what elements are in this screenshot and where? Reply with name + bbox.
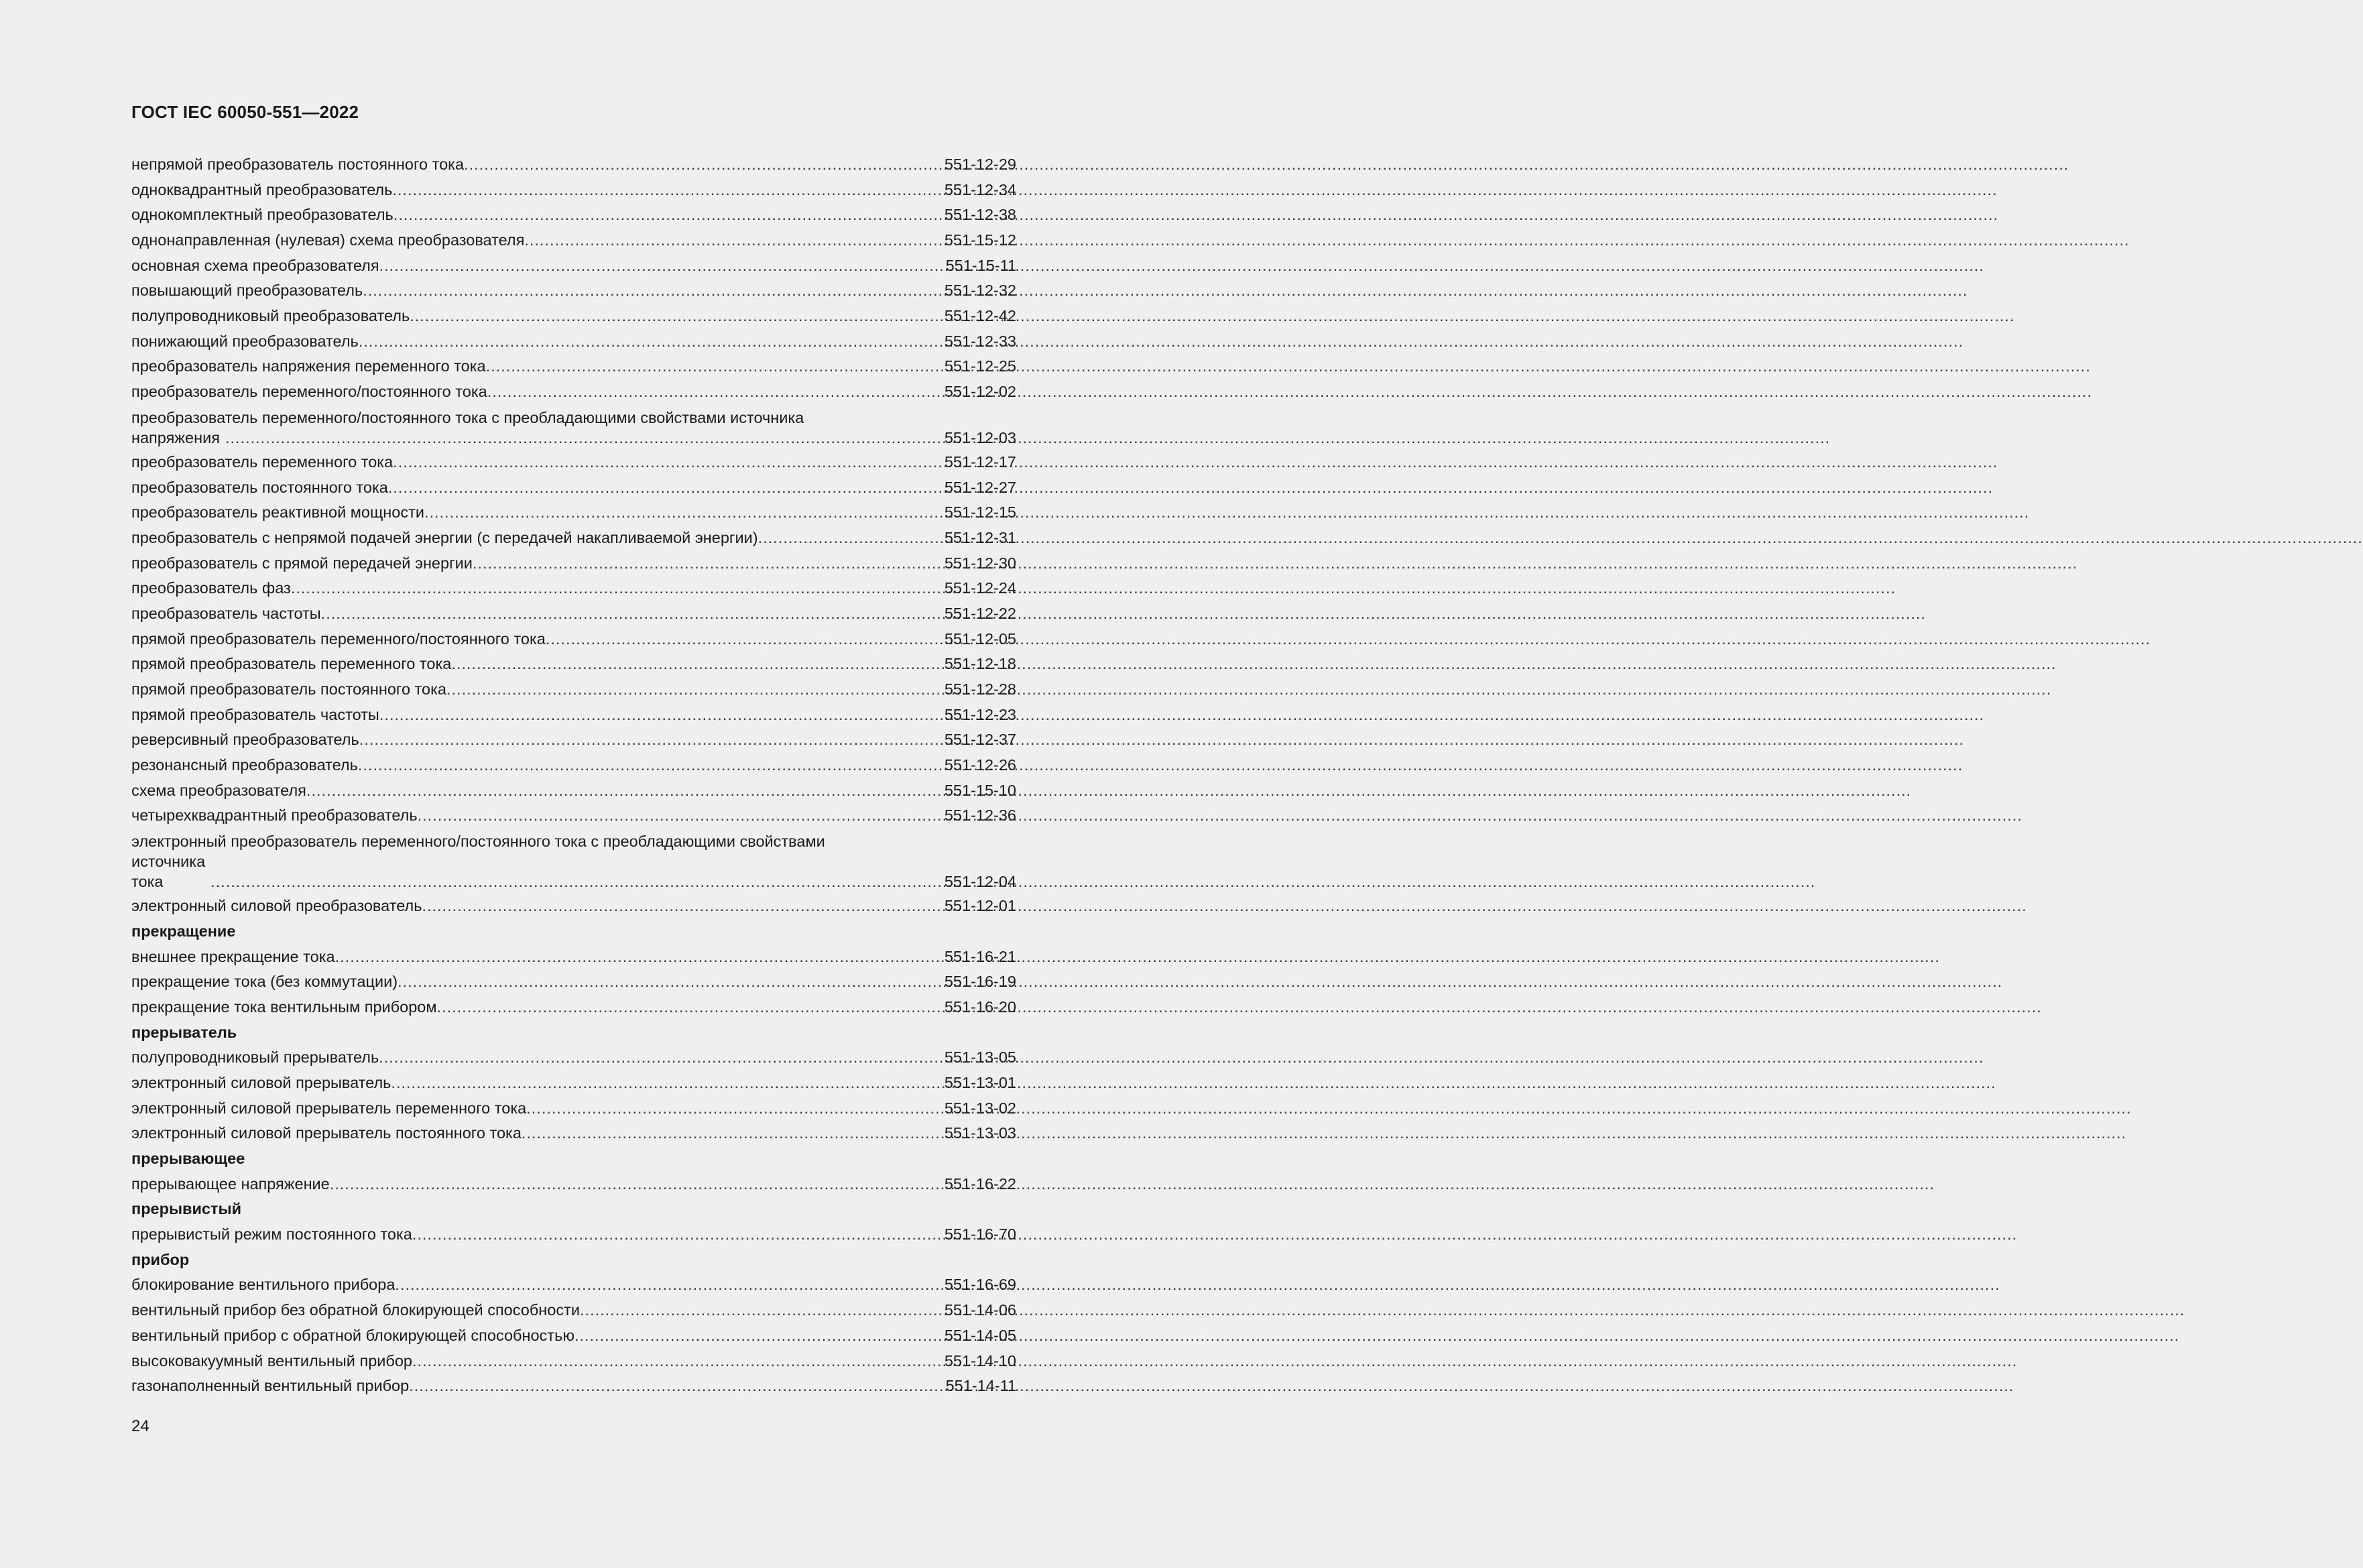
index-entry (131, 1222, 1016, 1248)
index-term: блокирование вентильного прибора (131, 1276, 396, 1294)
index-term-line2: напряжения (131, 428, 220, 446)
index-entry (131, 677, 1016, 703)
index-entry (131, 1323, 1016, 1349)
index-term: непрямой преобразователь постоянного тока (131, 155, 465, 173)
dot-leader (546, 627, 943, 652)
index-group-heading: прибор (131, 1250, 190, 1268)
index-entry (131, 1273, 1016, 1299)
index-term-line2: источника тока (131, 853, 206, 891)
dot-leader (580, 1298, 943, 1323)
dot-leader (410, 304, 943, 329)
index-code: 551-16-19 (944, 973, 1016, 991)
index-term: полупроводниковый преобразователь (131, 307, 410, 325)
index-term: прямой преобразователь переменного тока (131, 655, 452, 673)
index-code: 551-12-38 (944, 206, 1016, 224)
index-code: 551-14-06 (944, 1301, 1016, 1319)
index-entry (131, 1349, 1016, 1374)
index-code: 551-12-05 (944, 629, 1016, 648)
index-term: повышающий преобразователь (131, 282, 363, 300)
index-term-line1: электронный преобразователь переменного/постоянного тока с преобладающими свойствами (131, 833, 825, 851)
dot-leader (758, 526, 943, 551)
index-code: 551-15-11 (945, 256, 1016, 274)
dot-leader (210, 871, 943, 892)
index-term: однокомплектный преобразователь (131, 206, 393, 224)
dot-leader (398, 969, 943, 995)
index-code: 551-16-70 (944, 1225, 1016, 1244)
index-term: газонаполненный вентильный прибор (131, 1377, 410, 1395)
dot-leader (473, 551, 943, 577)
dot-leader (412, 1222, 943, 1248)
index-entry (131, 652, 1016, 677)
index-entry (131, 475, 1016, 501)
dot-leader (306, 778, 943, 804)
index-entry (131, 152, 1016, 178)
index-term: прямой преобразователь постоянного тока (131, 680, 446, 699)
index-code: 551-12-17 (944, 453, 1016, 471)
index-code: 551-12-42 (944, 307, 1016, 325)
index-code: 551-12-29 (944, 155, 1016, 173)
index-code: 551-12-03 (944, 428, 1016, 446)
index-entry (131, 228, 1016, 253)
index-entry (131, 405, 1016, 450)
index-entry (131, 178, 1016, 203)
index-entry (131, 778, 1016, 804)
dot-leader (437, 995, 943, 1020)
index-term: преобразователь с непрямой подачей энергии (с передачей накапливаемой энергии) (131, 528, 758, 546)
dot-leader (359, 727, 943, 753)
index-term: внешнее прекращение тока (131, 947, 335, 965)
index-code: 551-12-33 (944, 332, 1016, 350)
dot-leader (522, 1121, 943, 1146)
index-code: 551-13-02 (944, 1099, 1016, 1117)
dot-leader (464, 152, 943, 178)
dot-leader (225, 428, 943, 448)
index-term: электронный силовой прерыватель постоянного тока (131, 1124, 522, 1142)
index-code: 551-14-10 (944, 1351, 1016, 1370)
index-code: 551-12-37 (944, 731, 1016, 749)
index-term: преобразователь фаз (131, 579, 291, 597)
index-entry (131, 727, 1016, 753)
index-entry (131, 1096, 1016, 1122)
index-entry (131, 1045, 1016, 1071)
index-group-heading: прерывающее (131, 1150, 245, 1168)
index-group-heading: прерыватель (131, 1023, 237, 1041)
index-term: вентильный прибор без обратной блокирующей способности (131, 1301, 580, 1319)
index-entry (131, 894, 1016, 919)
index-entry (131, 253, 1016, 279)
index-entry (131, 1121, 1016, 1146)
index-term: четырехквадрантный преобразователь (131, 806, 418, 825)
index-code: 551-12-22 (944, 604, 1016, 622)
index-entry (131, 379, 1016, 405)
dot-leader (409, 1374, 944, 1399)
index-term: преобразователь переменного/постоянного тока (131, 383, 487, 401)
dot-leader (422, 894, 943, 919)
dot-leader (388, 475, 943, 501)
index-term: схема преобразователя (131, 781, 306, 799)
dot-leader (379, 1045, 943, 1071)
index-entry (131, 500, 1016, 526)
index-code: 551-14-11 (945, 1377, 1016, 1395)
index-code: 551-12-34 (944, 180, 1016, 198)
index-term-line1: преобразователь переменного/постоянного тока с преобладающими свойствами источника (131, 408, 804, 426)
dot-leader (358, 753, 943, 778)
index-term: реверсивный преобразователь (131, 731, 359, 749)
index-code: 551-12-02 (944, 383, 1016, 401)
index-entry (131, 551, 1016, 577)
index-code: 551-16-22 (944, 1174, 1016, 1193)
index-entry (131, 1172, 1016, 1197)
dot-leader (393, 450, 943, 475)
index-term: преобразователь реактивной мощности (131, 503, 424, 522)
index-term: электронный силовой преобразователь (131, 897, 422, 915)
index-entry (131, 355, 1016, 380)
index-code: 551-12-36 (944, 806, 1016, 825)
index-group-heading: прекращение (131, 922, 236, 940)
index-code: 551-16-69 (944, 1276, 1016, 1294)
index-term: преобразователь переменного тока (131, 453, 393, 471)
index-entry (131, 627, 1016, 652)
index-code: 551-16-21 (944, 947, 1016, 965)
index-entry (131, 753, 1016, 778)
index-term: преобразователь постоянного тока (131, 478, 388, 496)
dot-leader (412, 1349, 943, 1374)
index-term: одноквадрантный преобразователь (131, 180, 393, 198)
index-code: 551-14-05 (944, 1326, 1016, 1344)
index-term: преобразователь напряжения переменного тока (131, 357, 486, 375)
index-term: преобразователь с прямой передачей энергии (131, 554, 473, 572)
index-code: 551-15-10 (944, 781, 1016, 799)
dot-leader (524, 228, 943, 253)
index-term: однонаправленная (нулевая) схема преобразователя (131, 231, 525, 249)
index-code: 551-12-28 (944, 680, 1016, 699)
index-term: прерывающее напряжение (131, 1174, 330, 1193)
dot-leader (486, 354, 943, 379)
index-term: прямой преобразователь переменного/постоянного тока (131, 629, 546, 648)
dot-leader (395, 1272, 943, 1298)
index-term: прямой преобразователь частоты (131, 705, 379, 723)
index-term: электронный силовой прерыватель переменного тока (131, 1099, 527, 1117)
index-code: 551-13-01 (944, 1073, 1016, 1091)
dot-leader (330, 1172, 943, 1197)
index-entry (131, 304, 1016, 329)
index-code: 551-15-12 (944, 231, 1016, 249)
dot-leader (379, 703, 943, 728)
page-number: 24 (131, 1417, 149, 1435)
dot-leader (363, 278, 943, 304)
index-group-heading: прерывистый (131, 1200, 242, 1218)
index-code: 551-12-18 (944, 655, 1016, 673)
index-term: резонансный преобразователь (131, 756, 358, 774)
index-entry (131, 202, 1016, 228)
dot-leader (391, 1071, 943, 1096)
index-entry (131, 1374, 1016, 1399)
index-entry (131, 601, 1016, 627)
index-entry (131, 804, 1016, 829)
dot-leader (526, 1096, 943, 1122)
index-entry (131, 829, 1016, 894)
dot-leader (418, 803, 943, 829)
index-code: 551-12-15 (944, 503, 1016, 522)
dot-leader (393, 202, 943, 228)
index-term: преобразователь частоты (131, 604, 321, 622)
index-code: 551-12-30 (944, 554, 1016, 572)
index-code: 551-12-24 (944, 579, 1016, 597)
document-header: ГОСТ IEC 60050-551—2022 (131, 102, 359, 122)
index-term: прерывистый режим постоянного тока (131, 1225, 412, 1244)
dot-leader (335, 945, 943, 970)
index-code: 551-12-04 (944, 873, 1016, 891)
dot-leader (321, 601, 943, 627)
index-code: 551-12-31 (944, 528, 1016, 546)
index-entry (131, 450, 1016, 475)
index-term: прекращение тока (без коммутации) (131, 973, 398, 991)
dot-leader (451, 652, 943, 677)
index-code: 551-12-01 (944, 897, 1016, 915)
index-term: понижающий преобразователь (131, 332, 359, 350)
index-term: прекращение тока вентильным прибором (131, 998, 437, 1016)
dot-leader (359, 329, 943, 355)
index-entry (131, 945, 1016, 970)
index-entry (131, 1298, 1016, 1323)
index-entry (131, 329, 1016, 355)
index-entry (131, 995, 1016, 1020)
index-term: основная схема преобразователя (131, 256, 379, 274)
index-code: 551-12-27 (944, 478, 1016, 496)
dot-leader (379, 253, 945, 279)
dot-leader (291, 576, 943, 601)
index-entry (131, 526, 1016, 551)
index-entry (131, 278, 1016, 304)
index-entry (131, 703, 1016, 728)
index-code: 551-12-23 (944, 705, 1016, 723)
index-code: 551-12-25 (944, 357, 1016, 375)
index-code: 551-16-20 (944, 998, 1016, 1016)
dot-leader (446, 677, 943, 703)
index-entry (131, 969, 1016, 995)
index-term: высоковакуумный вентильный прибор (131, 1351, 412, 1370)
index-entry (131, 576, 1016, 601)
index-code: 551-12-32 (944, 282, 1016, 300)
index-code: 551-13-03 (944, 1124, 1016, 1142)
index-code: 551-13-05 (944, 1048, 1016, 1067)
index-entry (131, 1071, 1016, 1096)
dot-leader (574, 1323, 943, 1349)
dot-leader (392, 178, 943, 203)
index-code: 551-12-26 (944, 756, 1016, 774)
index-term: вентильный прибор с обратной блокирующей способностью (131, 1326, 574, 1344)
dot-leader (424, 500, 943, 526)
index-term: полупроводниковый прерыватель (131, 1048, 379, 1067)
index-term: электронный силовой прерыватель (131, 1073, 391, 1091)
dot-leader (487, 379, 943, 405)
term-index-list (131, 152, 1016, 1399)
